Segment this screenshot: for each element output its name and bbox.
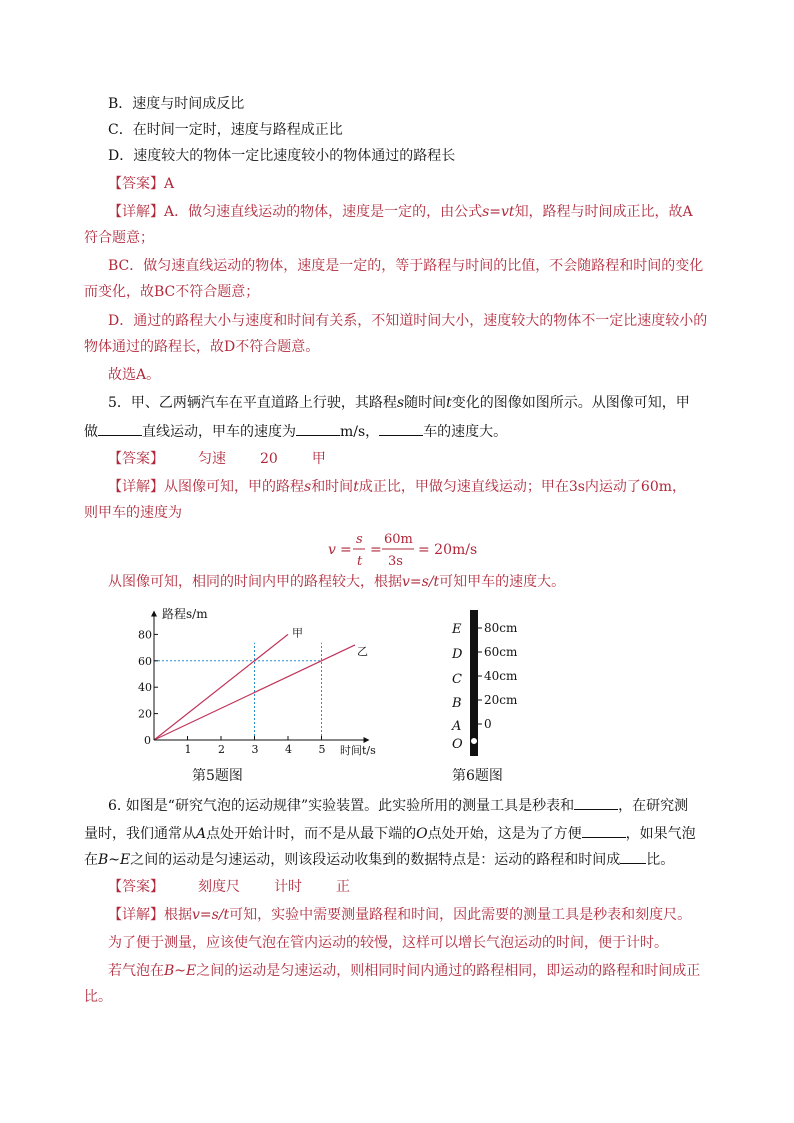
y-tick-label: 40 — [138, 681, 152, 695]
point-a: A — [452, 719, 462, 734]
stem-text: 点处开始计时，而不是从最下端的 — [206, 826, 417, 842]
stem-text: 车的速度大。 — [423, 424, 508, 440]
q6-detail-line1 — [108, 905, 691, 925]
q6-detail-line2: 为了便于测量，应该使气泡在管内运动的较慢，这样可以增长气泡运动的时间，便于计时。 — [108, 935, 668, 951]
q6-stem-line1 — [108, 795, 688, 816]
x-tick-label: 3 — [251, 743, 259, 756]
answer-value: 刻度尺 — [198, 879, 240, 895]
answer-value: 甲 — [311, 451, 326, 467]
q6-stem-line3 — [84, 849, 674, 870]
stem-text: m/s， — [340, 424, 380, 440]
x-axis-label: 时间t/s — [340, 744, 376, 757]
figure-6-caption: 第6题图 — [452, 768, 503, 784]
answer-value: 正 — [336, 879, 350, 895]
point-c: C — [452, 672, 462, 687]
option-d: D．速度较大的物体一定比速度较小的物体通过的路程长 — [108, 148, 456, 164]
detail-text: 根据 — [164, 907, 192, 923]
q4-detail-line6: 物体通过的路程长，故D不符合题意。 — [84, 339, 320, 355]
detail-text: 若气泡在 — [108, 963, 164, 979]
stem-text: 5．甲、乙两辆汽车在平直道路上行驶，其路程 — [108, 395, 397, 411]
detail-text: 从图像可知，相同的时间内甲的路程较大，根据 — [108, 574, 402, 590]
origin-label: 0 — [144, 734, 151, 747]
answer-blank — [620, 849, 646, 864]
answer-value: 20 — [260, 451, 278, 467]
answer-blank — [582, 823, 626, 838]
q5-detail-line2: 则甲车的速度为 — [84, 505, 182, 521]
eq-equals: = — [340, 542, 352, 558]
q4-conclusion: 故选A。 — [108, 367, 161, 383]
q4-detail-line5: D．通过的路程大小与速度和时间有关系，不知道时间大小，速度较大的物体不一定比速度较小的 — [108, 313, 708, 329]
range: B~E — [164, 963, 197, 979]
stem-text: 在 — [84, 852, 98, 868]
stem-text: 6. 如图是“研究气泡的运动规律”实验装置。此实验所用的测量工具是秒表和 — [108, 798, 575, 814]
q4-detail-line2: 符合题意； — [84, 230, 154, 246]
point-e: E — [452, 622, 462, 637]
detail-label: 【详解】 — [108, 907, 164, 923]
q4-answer — [108, 174, 174, 194]
answer-value: 计时 — [274, 879, 302, 895]
y-tick-label: 20 — [138, 707, 152, 721]
detail-label: 【详解】 — [108, 204, 164, 220]
mark-0: 0 — [484, 717, 492, 731]
answer-blank — [574, 795, 618, 810]
detail-text: 从图像可知，甲的路程 — [164, 479, 304, 495]
figure-6-tube — [446, 606, 536, 758]
mark-80cm: 80cm — [484, 621, 518, 635]
y-tick-label: 60 — [138, 654, 152, 668]
detail-text: 知，路程与时间成正比，故A — [514, 204, 693, 220]
detail-text: 可知，实验中需要测量路程和时间，因此需要的测量工具是秒表和刻度尺。 — [229, 907, 692, 923]
eq-v: v — [328, 542, 336, 558]
stem-text: 点处开始，这是为了方便 — [427, 826, 582, 842]
y-axis-label: 路程s/m — [162, 607, 208, 621]
eq-result: = 20m/s — [418, 542, 478, 558]
var-s: s — [396, 395, 405, 411]
stem-text: 做 — [84, 424, 98, 440]
q6-detail-line4: 比。 — [84, 989, 112, 1005]
eq-den2: 3s — [388, 554, 403, 569]
y-tick-label: 80 — [138, 628, 152, 642]
answer-blank — [98, 421, 142, 436]
stem-text: 直线运动，甲车的速度为 — [142, 424, 296, 440]
eq-num: s — [356, 532, 363, 547]
answer-value: A — [164, 176, 175, 192]
mark-40cm: 40cm — [484, 669, 518, 683]
mark-20cm: 20cm — [484, 693, 518, 707]
q5-detail-line1 — [108, 477, 686, 497]
formula: v=s/t — [402, 574, 440, 590]
eq-num2: 60m — [384, 532, 413, 547]
var-t: t — [353, 479, 359, 495]
var-a: A — [196, 826, 207, 842]
x-tick-label: 4 — [285, 743, 292, 756]
stem-text: 比。 — [646, 852, 675, 868]
q5-detail-line3 — [108, 572, 565, 592]
eq-den: t — [357, 554, 363, 569]
answer-blank — [379, 421, 423, 436]
answer-label: 【答案】 — [108, 451, 164, 467]
detail-text: A．做匀速直线运动的物体，速度是一定的，由公式 — [164, 204, 483, 220]
point-o: O — [452, 737, 463, 752]
x-tick-label: 1 — [184, 743, 192, 756]
detail-text: 成正比，甲做匀速直线运动；甲在3s内运动了60m， — [358, 479, 687, 495]
q4-detail-line1 — [108, 202, 693, 222]
option-b: B．速度与时间成反比 — [108, 96, 245, 112]
q4-detail-line4: 而变化，故BC不符合题意； — [84, 284, 260, 300]
stem-text: 之间的运动是匀速运动，则该段运动收集到的数据特点是：运动的路程和时间成 — [130, 852, 621, 868]
figure-5-chart — [130, 600, 400, 760]
answer-label: 【答案】 — [108, 176, 164, 192]
tube — [470, 610, 478, 756]
formula: v=s/t — [192, 907, 230, 923]
stem-text: ，如果气泡 — [625, 826, 696, 842]
q6-stem-line2 — [84, 823, 696, 844]
detail-text: 和时间 — [311, 479, 354, 495]
answer-value: 匀速 — [198, 451, 226, 467]
q4-detail-line3: BC．做匀速直线运动的物体，速度是一定的，等于路程与时间的比值，不会随路程和时间的变化 — [108, 258, 704, 274]
option-c: C．在时间一定时，速度与路程成正比 — [108, 122, 343, 138]
stem-text: ，在研究测 — [618, 798, 689, 814]
q6-detail-line3 — [108, 961, 700, 981]
bubble — [471, 738, 478, 745]
var-s: s — [304, 479, 312, 495]
formula: s=vt — [482, 204, 515, 220]
stem-text: 变化的图像如图所示。从图像可知，甲 — [451, 395, 690, 411]
answer-blank — [296, 421, 340, 436]
figure-5-caption: 第5题图 — [192, 768, 243, 784]
series-label-jia: 甲 — [292, 626, 303, 640]
x-tick-label: 2 — [218, 743, 225, 756]
q5-answer — [108, 449, 326, 469]
stem-text: 随时间 — [404, 395, 447, 411]
mark-60cm: 60cm — [484, 645, 518, 659]
series-line-jia — [154, 634, 288, 740]
eq-equals2: = — [370, 542, 382, 558]
point-d: D — [452, 647, 463, 662]
detail-label: 【详解】 — [108, 479, 164, 495]
detail-text: 之间的运动是匀速运动，则相同时间内通过的路程相同，即运动的路程和时间成正 — [196, 963, 701, 979]
q5-stem-line1 — [108, 393, 690, 413]
var-t: t — [446, 395, 452, 411]
var-o: O — [416, 826, 428, 842]
range: B~E — [98, 852, 131, 868]
series-label-yi: 乙 — [357, 644, 368, 658]
answer-label: 【答案】 — [108, 879, 164, 895]
speed-equation — [320, 528, 480, 572]
stem-text: 量时，我们通常从 — [84, 826, 196, 842]
point-b: B — [452, 696, 462, 711]
x-tick-label: 5 — [318, 743, 326, 756]
q6-answer — [108, 877, 350, 897]
detail-text: 可知甲车的速度大。 — [439, 574, 566, 590]
q5-stem-line2 — [84, 421, 507, 442]
